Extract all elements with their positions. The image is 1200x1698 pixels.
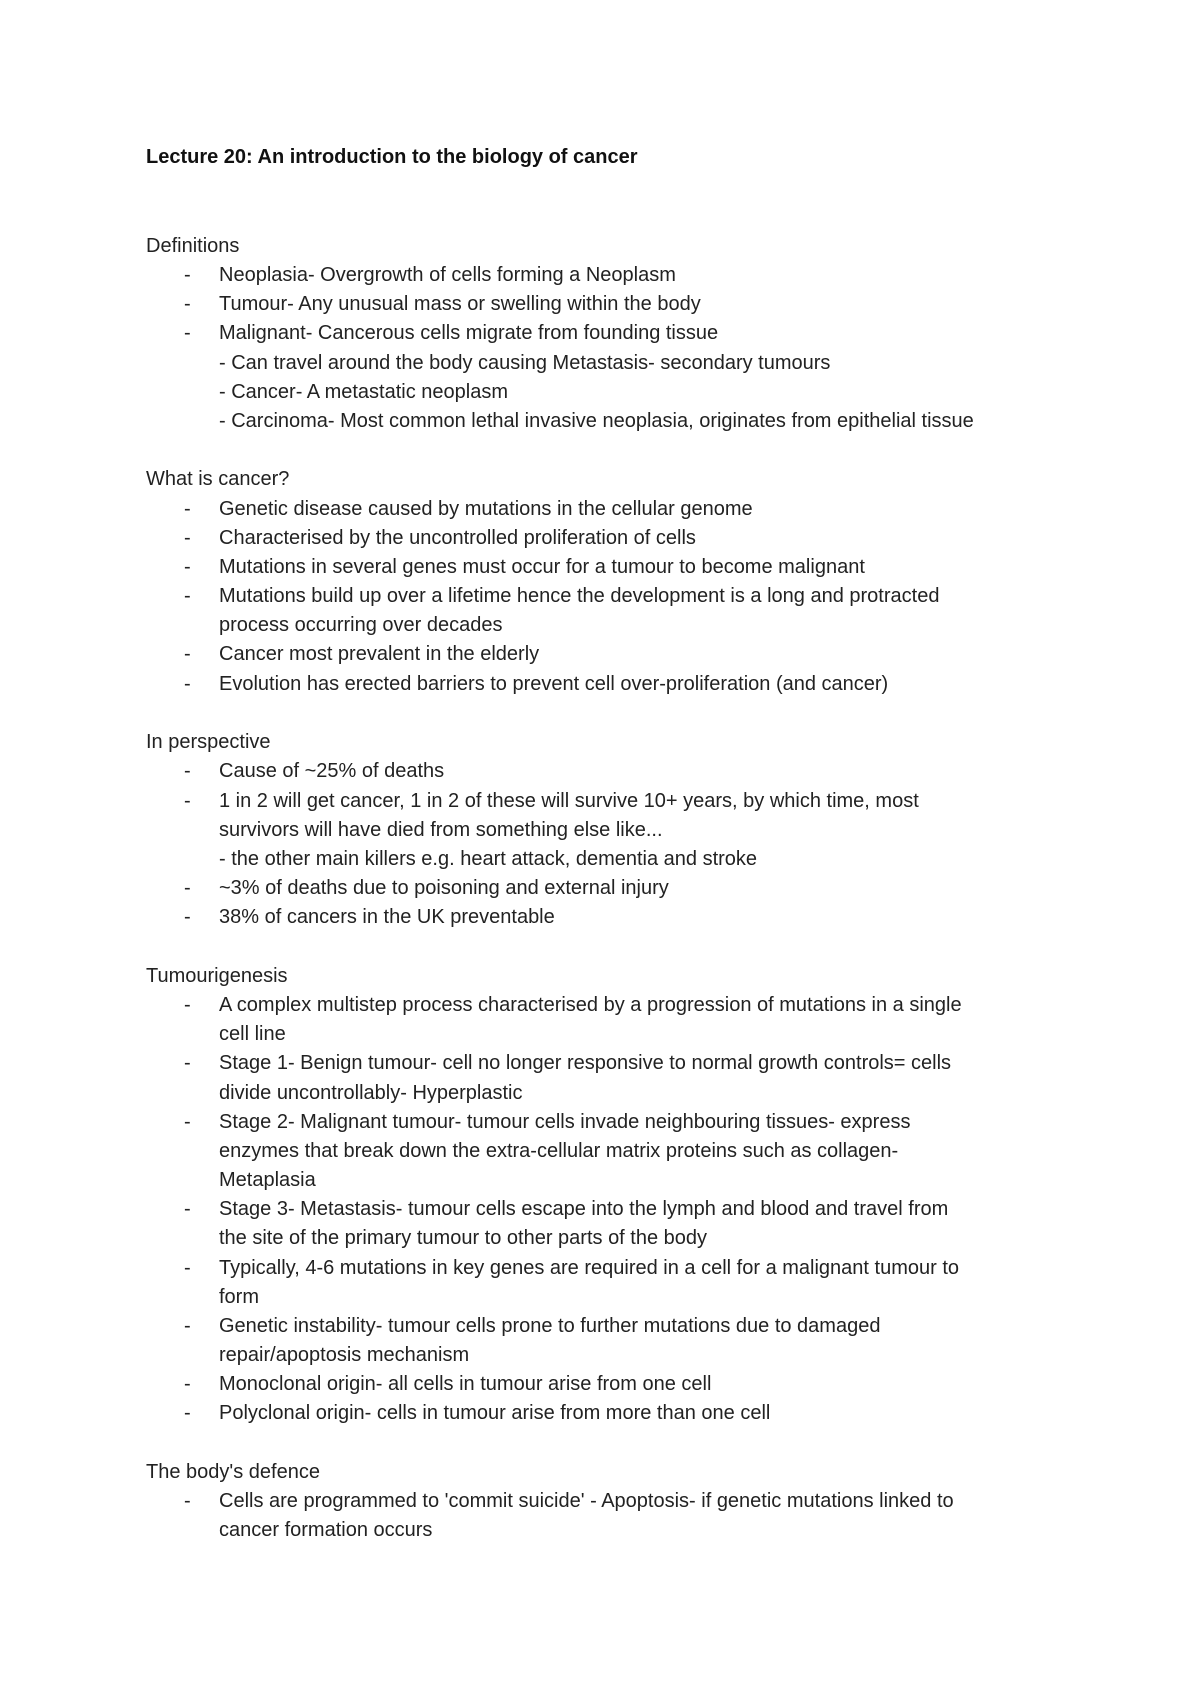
bullet-dash: - <box>184 1257 191 1279</box>
list-item-continuation: repair/apoptosis mechanism <box>219 1344 470 1366</box>
list-item: 1 in 2 will get cancer, 1 in 2 of these will survive 10+ years, by which time, most <box>219 790 919 812</box>
list-item: A complex multistep process characterised by a progression of mutations in a single <box>219 994 962 1016</box>
list-item: Monoclonal origin- all cells in tumour arise from one cell <box>219 1373 712 1395</box>
list-item: Tumour- Any unusual mass or swelling within the body <box>219 293 701 315</box>
list-item: Mutations in several genes must occur for a tumour to become malignant <box>219 556 865 578</box>
list-item-continuation: cancer formation occurs <box>219 1519 433 1541</box>
sub-item: - Can travel around the body causing Metastasis- secondary tumours <box>219 352 831 374</box>
section-heading: In perspective <box>146 731 271 753</box>
bullet-dash: - <box>184 498 191 520</box>
list-item: Stage 2- Malignant tumour- tumour cells invade neighbouring tissues- express <box>219 1111 911 1133</box>
page-title: Lecture 20: An introduction to the biology of cancer <box>146 146 638 168</box>
bullet-dash: - <box>184 1373 191 1395</box>
list-item-continuation: the site of the primary tumour to other parts of the body <box>219 1227 708 1249</box>
list-item: Cause of ~25% of deaths <box>219 760 445 782</box>
bullet-dash: - <box>184 556 191 578</box>
list-item: Characterised by the uncontrolled proliferation of cells <box>219 527 696 549</box>
bullet-dash: - <box>184 264 191 286</box>
bullet-dash: - <box>184 1402 191 1424</box>
section-heading: The body's defence <box>146 1461 320 1483</box>
bullet-dash: - <box>184 1198 191 1220</box>
list-item: Stage 1- Benign tumour- cell no longer responsive to normal growth controls= cells <box>219 1052 952 1074</box>
bullet-dash: - <box>184 527 191 549</box>
list-item-continuation: Metaplasia <box>219 1169 316 1191</box>
bullet-dash: - <box>184 994 191 1016</box>
list-item-continuation: process occurring over decades <box>219 614 503 636</box>
bullet-dash: - <box>184 1315 191 1337</box>
list-item: ~3% of deaths due to poisoning and external injury <box>219 877 669 899</box>
section-heading: Definitions <box>146 235 240 257</box>
list-item: Evolution has erected barriers to prevent cell over-proliferation (and cancer) <box>219 673 889 695</box>
bullet-dash: - <box>184 1111 191 1133</box>
list-item-continuation: divide uncontrollably- Hyperplastic <box>219 1082 523 1104</box>
sub-item: - Carcinoma- Most common lethal invasive neoplasia, originates from epithelial tissue <box>219 410 974 432</box>
bullet-dash: - <box>184 1490 191 1512</box>
list-item-continuation: cell line <box>219 1023 286 1045</box>
list-item-continuation: survivors will have died from something else like... <box>219 819 663 841</box>
list-item: Neoplasia- Overgrowth of cells forming a Neoplasm <box>219 264 676 286</box>
sub-item: - the other main killers e.g. heart attack, dementia and stroke <box>219 848 758 870</box>
bullet-dash: - <box>184 673 191 695</box>
bullet-dash: - <box>184 643 191 665</box>
list-item: Malignant- Cancerous cells migrate from founding tissue <box>219 322 719 344</box>
list-item: Cancer most prevalent in the elderly <box>219 643 540 665</box>
bullet-dash: - <box>184 877 191 899</box>
list-item: Stage 3- Metastasis- tumour cells escape into the lymph and blood and travel from <box>219 1198 949 1220</box>
section-heading: What is cancer? <box>146 468 290 490</box>
list-item: Genetic instability- tumour cells prone to further mutations due to damaged <box>219 1315 881 1337</box>
list-item: Cells are programmed to 'commit suicide' - Apoptosis- if genetic mutations linked to <box>219 1490 954 1512</box>
bullet-dash: - <box>184 322 191 344</box>
bullet-dash: - <box>184 293 191 315</box>
bullet-dash: - <box>184 585 191 607</box>
bullet-dash: - <box>184 790 191 812</box>
list-item: Polyclonal origin- cells in tumour arise from more than one cell <box>219 1402 771 1424</box>
section-heading: Tumourigenesis <box>146 965 288 987</box>
list-item-continuation: enzymes that break down the extra-cellular matrix proteins such as collagen- <box>219 1140 899 1162</box>
sub-item: - Cancer- A metastatic neoplasm <box>219 381 509 403</box>
list-item: Mutations build up over a lifetime hence the development is a long and protracted <box>219 585 940 607</box>
list-item: 38% of cancers in the UK preventable <box>219 906 555 928</box>
list-item: Typically, 4-6 mutations in key genes are required in a cell for a malignant tumour to <box>219 1257 959 1279</box>
list-item-continuation: form <box>219 1286 259 1308</box>
list-item: Genetic disease caused by mutations in the cellular genome <box>219 498 753 520</box>
bullet-dash: - <box>184 760 191 782</box>
bullet-dash: - <box>184 1052 191 1074</box>
bullet-dash: - <box>184 906 191 928</box>
